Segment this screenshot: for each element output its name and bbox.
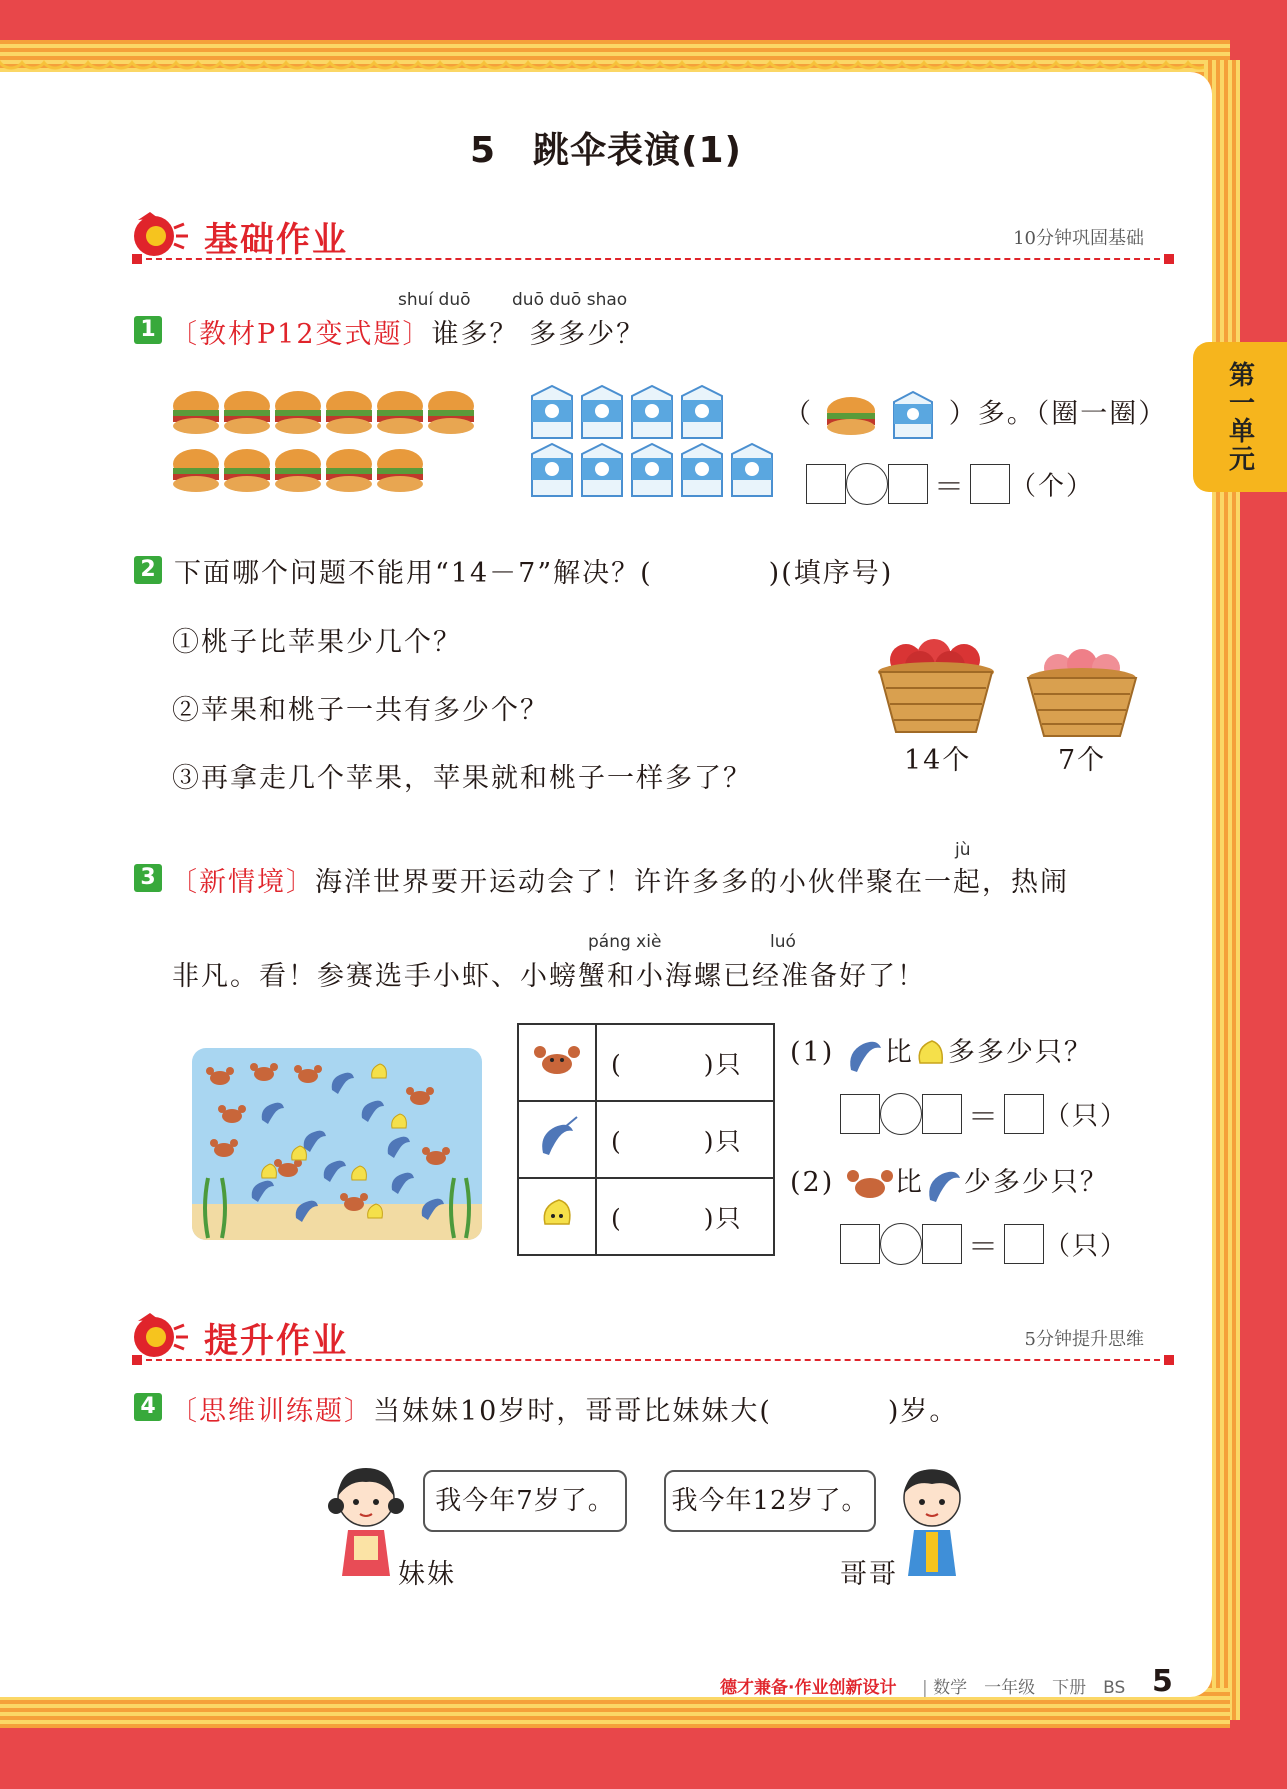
milk-carton-icon <box>732 444 772 496</box>
footer-separator: | <box>922 1678 928 1698</box>
apple-basket-icon <box>872 640 1002 736</box>
question-3-tag: 〔新情境〕 <box>170 867 315 898</box>
burger-icon <box>275 391 321 434</box>
milk-carton-group <box>528 386 784 504</box>
burger-icon <box>428 391 474 434</box>
q2-option-1: ①桃子比苹果少几个？ <box>172 627 462 658</box>
brother-label: 哥哥 <box>840 1559 898 1590</box>
milk-carton-icon <box>632 444 672 496</box>
pinyin-pang-xie: páng xiè <box>588 932 662 952</box>
sea-snail-icon <box>372 1064 387 1078</box>
answer-box[interactable] <box>922 1094 962 1134</box>
burger-icon <box>326 391 372 434</box>
shrimp-icon <box>924 1164 964 1204</box>
crab-icon <box>845 1166 895 1202</box>
operator-circle[interactable] <box>880 1223 922 1265</box>
shrimp-icon <box>422 1199 444 1220</box>
q3-sub1-number: (1) <box>790 1037 835 1068</box>
q2-option-3: ③再拿走几个苹果，苹果就和桃子一样多了？ <box>172 763 752 794</box>
shrimp-icon <box>362 1101 384 1122</box>
answer-box[interactable] <box>888 464 928 504</box>
equals-sign: ＝ <box>968 1100 998 1135</box>
crab-icon <box>406 1087 434 1105</box>
question-1-line <box>170 312 645 351</box>
q1-equation-row <box>806 462 1094 506</box>
question-2-text: 下面哪个问题不能用“14－7”解决？( )(填序号) <box>174 558 894 589</box>
page-number: 5 <box>1152 1664 1173 1699</box>
brother-speech-bubble: 我今年12岁了。 <box>664 1470 876 1532</box>
shrimp-count-blank[interactable]: ( )只 <box>596 1101 774 1178</box>
basket-2-count-label: 7个 <box>1058 745 1107 776</box>
crab-icon <box>210 1139 238 1157</box>
q3-sub2-compare: 比 <box>894 1167 924 1198</box>
seaweed-icon <box>222 1178 225 1238</box>
unit-tab-label: 第一单元 <box>1224 361 1255 473</box>
sea-snail-icon <box>368 1204 383 1218</box>
pinyin-ju: jù <box>955 840 971 860</box>
basket-1-count-label: 14个 <box>904 745 972 776</box>
question-3-text-2: 非凡。看！参赛选手小虾、小螃蟹和小海螺已经准备好了！ <box>172 961 926 992</box>
sea-snail-icon <box>262 1164 277 1178</box>
milk-carton-icon <box>532 386 572 438</box>
crab-icon <box>422 1147 450 1165</box>
q3-sub1-equation-row <box>840 1092 1128 1136</box>
seaweed-icon <box>451 1178 454 1238</box>
section-divider <box>136 258 1170 260</box>
burger-icon <box>326 449 372 492</box>
question-1-tag: 〔教材P12变式题〕 <box>170 319 432 350</box>
shrimp-icon <box>388 1137 410 1158</box>
question-4-line <box>170 1389 958 1428</box>
crab-icon <box>294 1065 322 1083</box>
footer-brand: 德才兼备·作业创新设计 <box>720 1678 897 1698</box>
q3-unit: （只） <box>1044 1101 1129 1132</box>
burger-icon <box>824 393 878 437</box>
section-basic-label: 基础作业 <box>204 220 348 260</box>
equals-sign: ＝ <box>968 1230 998 1265</box>
question-number-1: 1 <box>134 316 162 344</box>
crab-icon <box>340 1193 368 1211</box>
burger-icon <box>224 449 270 492</box>
shrimp-icon <box>252 1181 274 1202</box>
answer-box[interactable] <box>840 1224 880 1264</box>
milk-carton-icon <box>888 390 938 440</box>
answer-box[interactable] <box>840 1094 880 1134</box>
burger-icon <box>377 449 423 492</box>
sister-speech-bubble: 我今年7岁了。 <box>423 1470 627 1532</box>
section-advanced-label: 提升作业 <box>204 1321 348 1361</box>
answer-box[interactable] <box>1004 1224 1044 1264</box>
q1-paren-close: ）多。（圈一圈） <box>948 398 1168 430</box>
section-basic-header <box>128 206 1170 266</box>
sister-label: 妹妹 <box>398 1559 456 1590</box>
q2-option-2: ②苹果和桃子一共有多少个？ <box>172 695 549 726</box>
ocean-scene <box>192 1048 482 1240</box>
answer-box[interactable] <box>1004 1094 1044 1134</box>
answer-box[interactable] <box>970 464 1010 504</box>
q3-sub2-number: (2) <box>790 1167 835 1198</box>
burger-icon <box>173 391 219 434</box>
burger-icon <box>377 391 423 434</box>
milk-carton-icon <box>682 386 722 438</box>
shrimp-icon <box>845 1034 885 1074</box>
operator-circle[interactable] <box>846 463 888 505</box>
milk-carton-icon <box>532 444 572 496</box>
q3-sub1-compare: 比 <box>884 1037 914 1068</box>
snail-cell <box>518 1178 596 1255</box>
crab-cell <box>518 1024 596 1101</box>
section-basic-note: 10分钟巩固基础 <box>1013 228 1144 249</box>
shrimp-icon <box>332 1073 354 1094</box>
sea-snail-icon <box>352 1166 367 1180</box>
question-3-line-1 <box>170 860 1069 899</box>
question-3-text-1: 海洋世界要开运动会了！许许多多的小伙伴聚在一起，热闹 <box>315 867 1069 898</box>
sea-snail-icon <box>292 1146 307 1160</box>
ocean-creatures <box>192 1048 482 1240</box>
milk-carton-icon <box>632 386 672 438</box>
table-row <box>518 1178 774 1255</box>
answer-box[interactable] <box>922 1224 962 1264</box>
burger-icon <box>275 449 321 492</box>
footer-info <box>922 1673 1125 1698</box>
burger-icon <box>224 391 270 434</box>
milk-carton-icon <box>582 386 622 438</box>
q1-unit: （个） <box>1010 471 1095 502</box>
brother-illustration <box>892 1462 972 1586</box>
section-advanced-note: 5分钟提升思维 <box>1024 1329 1144 1350</box>
pinyin-luo: luó <box>770 932 796 952</box>
shrimp-cell <box>518 1101 596 1178</box>
question-number-4: 4 <box>134 1393 162 1421</box>
q3-sub2-question <box>790 1160 1109 1204</box>
seaweed-icon <box>466 1178 469 1238</box>
section-advanced-header <box>128 1307 1170 1367</box>
creature-count-table <box>517 1023 775 1256</box>
q1-paren-open: （ <box>784 398 813 430</box>
burger-icon <box>173 449 219 492</box>
pinyin-duo-duo-shao: duō duō shao <box>512 290 628 310</box>
crab-icon <box>274 1159 302 1177</box>
burger-group <box>172 388 492 506</box>
sea-snail-icon <box>392 1114 407 1128</box>
shrimp-icon <box>535 1115 579 1159</box>
snail-count-blank[interactable]: ( )只 <box>596 1178 774 1255</box>
question-4-tag: 〔思维训练题〕 <box>170 1396 373 1427</box>
answer-box[interactable] <box>806 464 846 504</box>
unit-side-tab <box>1193 342 1287 492</box>
crab-icon <box>206 1067 234 1085</box>
shrimp-icon <box>324 1161 346 1182</box>
section-divider <box>136 1359 1170 1361</box>
peach-basket-icon <box>1020 650 1144 740</box>
question-number-2: 2 <box>134 556 162 584</box>
seaweed-icon <box>205 1178 208 1238</box>
q3-sub2-equation-row <box>840 1222 1128 1266</box>
crab-icon <box>250 1063 278 1081</box>
q3-sub1-text: 多多少只？ <box>947 1037 1093 1068</box>
sister-illustration <box>326 1462 406 1586</box>
milk-carton-icon <box>582 444 622 496</box>
question-4-text: 当妹妹10岁时，哥哥比妹妹大( )岁。 <box>373 1396 959 1427</box>
equals-sign: ＝ <box>934 470 964 505</box>
sea-snail-icon <box>537 1194 577 1234</box>
shrimp-icon <box>392 1173 414 1194</box>
footer-book-info: 数学 一年级 下册 BS <box>933 1678 1126 1698</box>
crab-icon <box>218 1105 246 1123</box>
q3-sub1-question <box>790 1030 1093 1074</box>
crab-count-blank[interactable]: ( )只 <box>596 1024 774 1101</box>
table-row <box>518 1101 774 1178</box>
pinyin-shui-duo: shuí duō <box>398 290 471 310</box>
crab-icon <box>532 1042 582 1078</box>
question-1-text: 谁多？ 多多少？ <box>431 319 646 350</box>
q3-sub2-text: 少多少只？ <box>963 1167 1109 1198</box>
question-number-3: 3 <box>134 864 162 892</box>
q1-circle-prompt <box>784 390 1167 440</box>
sea-snail-icon <box>914 1037 948 1071</box>
shrimp-icon <box>262 1103 284 1124</box>
shrimp-icon <box>304 1131 326 1152</box>
shrimp-icon <box>296 1201 318 1222</box>
q3-unit: （只） <box>1044 1231 1129 1262</box>
operator-circle[interactable] <box>880 1093 922 1135</box>
milk-carton-icon <box>682 444 722 496</box>
table-row <box>518 1024 774 1101</box>
page-title: 5 跳伞表演(1) <box>469 130 742 171</box>
